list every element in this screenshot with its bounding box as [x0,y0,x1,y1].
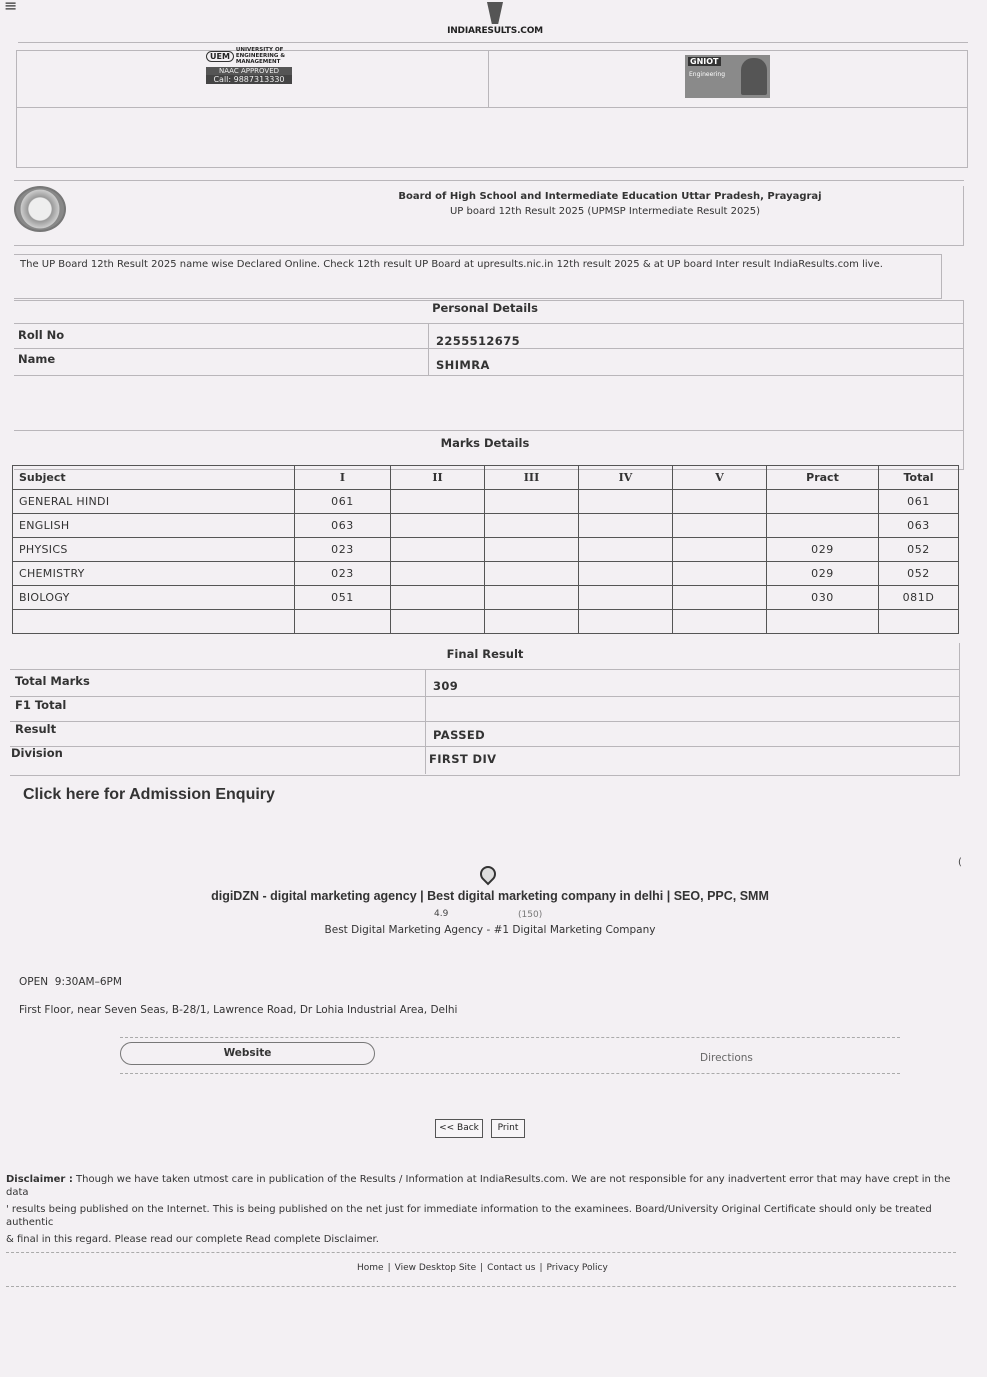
footer-links [355,1263,610,1273]
marks-cell: 063 [295,514,391,538]
marks-cell [485,514,579,538]
marks-cell: 063 [879,514,959,538]
marks-cell [579,514,673,538]
subject-cell: GENERAL HINDI [13,490,295,514]
col-total: Total [879,466,959,490]
menu-icon[interactable]: ≡ [4,0,18,15]
marks-cell [485,610,579,634]
disclaimer-text-2: ' results being published on the Internet. This is being published on the net just for immediate information to the examinees. Board/University Original Certificate should only be treated authentic [6,1204,932,1228]
uem-naac: NAAC APPROVED [206,67,292,75]
uem-line1: UNIVERSITY OF [235,47,284,53]
total-marks-label: Total Marks [15,674,90,688]
marks-cell [673,514,767,538]
open-status: OPEN [19,976,49,988]
subject-cell [13,610,295,634]
marks-header-row [13,466,959,490]
footer-link-desktop[interactable]: View Desktop Site [394,1263,477,1273]
marks-cell [579,586,673,610]
personal-details-heading: Personal Details [432,301,538,315]
col-i: I [295,466,391,490]
marks-cell [673,586,767,610]
marks-cell: 029 [767,562,879,586]
roll-no-label: Roll No [18,328,65,342]
result-label: Result [15,722,57,736]
marks-cell [767,514,879,538]
marks-cell [673,490,767,514]
table-row [13,562,959,586]
marks-cell [673,610,767,634]
col-v: V [673,466,767,490]
disclaimer-label: Disclaimer : [6,1174,73,1185]
name-label: Name [18,352,56,366]
footer-sep: | [539,1263,543,1273]
col-ii: II [391,466,485,490]
business-reviews: (150) [518,910,543,920]
total-marks-value: 309 [433,679,459,693]
marks-cell [485,562,579,586]
subject-cell: ENGLISH [13,514,295,538]
uem-badge: UEM [206,51,234,62]
gniot-brand: GNIOT [690,57,719,66]
website-label: Website [223,1047,272,1059]
site-logo[interactable] [440,2,550,36]
uem-line2: ENGINEERING & [235,53,286,59]
table-row [13,586,959,610]
marks-cell: 030 [767,586,879,610]
ad-banner-area [16,50,968,168]
marks-cell [579,538,673,562]
marks-table [12,465,959,634]
directions-button[interactable]: Directions [700,1052,753,1064]
footer-link-contact[interactable]: Contact us [487,1263,536,1273]
business-hours: 9:30AM–6PM [54,976,122,988]
uem-call: Call: 9887313330 [206,75,292,84]
marks-cell [485,490,579,514]
back-button[interactable]: << Back [435,1119,483,1138]
marks-cell [295,610,391,634]
marks-cell: 023 [295,538,391,562]
uem-ad[interactable] [206,47,292,93]
admission-enquiry-link[interactable]: Click here for Admission Enquiry [23,786,275,803]
marks-cell [391,538,485,562]
marks-cell [767,490,879,514]
col-pract: Pract [767,466,879,490]
gniot-person-image [741,58,767,95]
division-value: FIRST DIV [429,752,497,766]
table-row [13,490,959,514]
col-subject: Subject [13,466,295,490]
footer-sep: | [480,1263,484,1273]
marks-cell [579,490,673,514]
marks-cell [673,538,767,562]
marks-cell [879,610,959,634]
marks-cell: 052 [879,562,959,586]
gniot-tagline: Engineering [689,71,725,78]
disclaimer-text: Though we have taken utmost care in publication of the Results / Information at IndiaResults.com. We are not responsible for any inadvertent error that may have crept in the data [6,1174,951,1198]
footer-sep: | [387,1263,391,1273]
board-subtitle: UP board 12th Result 2025 (UPMSP Intermediate Result 2025) [449,206,760,217]
gniot-ad[interactable] [685,55,770,98]
logo-text: INDIARESULTS.COM [447,26,543,36]
subject-cell: CHEMISTRY [13,562,295,586]
marks-cell [579,562,673,586]
print-button[interactable]: Print [491,1119,525,1138]
map-pin-icon [477,863,500,886]
business-name[interactable]: digiDZN - digital marketing agency | Best digital marketing company in delhi | SEO, PPC, SMM [211,889,769,903]
business-address: First Floor, near Seven Seas, B-28/1, Lawrence Road, Dr Lohia Industrial Area, Delhi [19,1004,458,1016]
footer-link-home[interactable]: Home [357,1263,384,1273]
board-name: Board of High School and Intermediate Education Uttar Pradesh, Prayagraj [398,191,822,202]
table-row [13,514,959,538]
side-glyph: ( [958,857,962,868]
marks-cell [391,562,485,586]
disclaimer [6,1173,951,1246]
col-iii: III [485,466,579,490]
marks-cell [673,562,767,586]
footer-link-privacy[interactable]: Privacy Policy [546,1263,608,1273]
up-board-emblem [14,186,66,232]
uem-line3: MANAGEMENT [235,59,281,65]
marks-cell [767,610,879,634]
marks-cell [485,538,579,562]
marks-cell [391,490,485,514]
marks-cell: 029 [767,538,879,562]
marks-cell: 081D [879,586,959,610]
result-value: PASSED [433,728,486,742]
final-result-heading: Final Result [446,647,524,661]
marks-cell: 052 [879,538,959,562]
marks-cell: 061 [295,490,391,514]
name-value: SHIMRA [436,358,490,372]
marks-cell [391,514,485,538]
subject-cell: PHYSICS [13,538,295,562]
marks-cell [391,610,485,634]
business-tagline: Best Digital Marketing Agency - #1 Digital Marketing Company [324,924,656,936]
business-rating: 4.9 [434,909,449,919]
logo-mark-icon [487,2,503,24]
marks-cell [485,586,579,610]
f1-total-label: F1 Total [15,698,67,712]
intro-text: The UP Board 12th Result 2025 name wise Declared Online. Check 12th result UP Board at upresults.nic.in 12th result 2025 & at UP board Inter result IndiaResults.com live. [20,259,883,270]
col-iv: IV [579,466,673,490]
disclaimer-text-3: & final in this regard. Please read our complete Read complete Disclaimer. [6,1234,379,1245]
marks-cell [579,610,673,634]
table-row [13,538,959,562]
marks-cell [391,586,485,610]
marks-cell: 023 [295,562,391,586]
table-row [13,610,959,634]
roll-no-value: 2255512675 [436,334,521,348]
subject-cell: BIOLOGY [13,586,295,610]
marks-details-heading: Marks Details [440,436,530,450]
marks-cell: 061 [879,490,959,514]
division-label: Division [11,746,63,760]
marks-cell: 051 [295,586,391,610]
website-button[interactable] [120,1042,375,1065]
